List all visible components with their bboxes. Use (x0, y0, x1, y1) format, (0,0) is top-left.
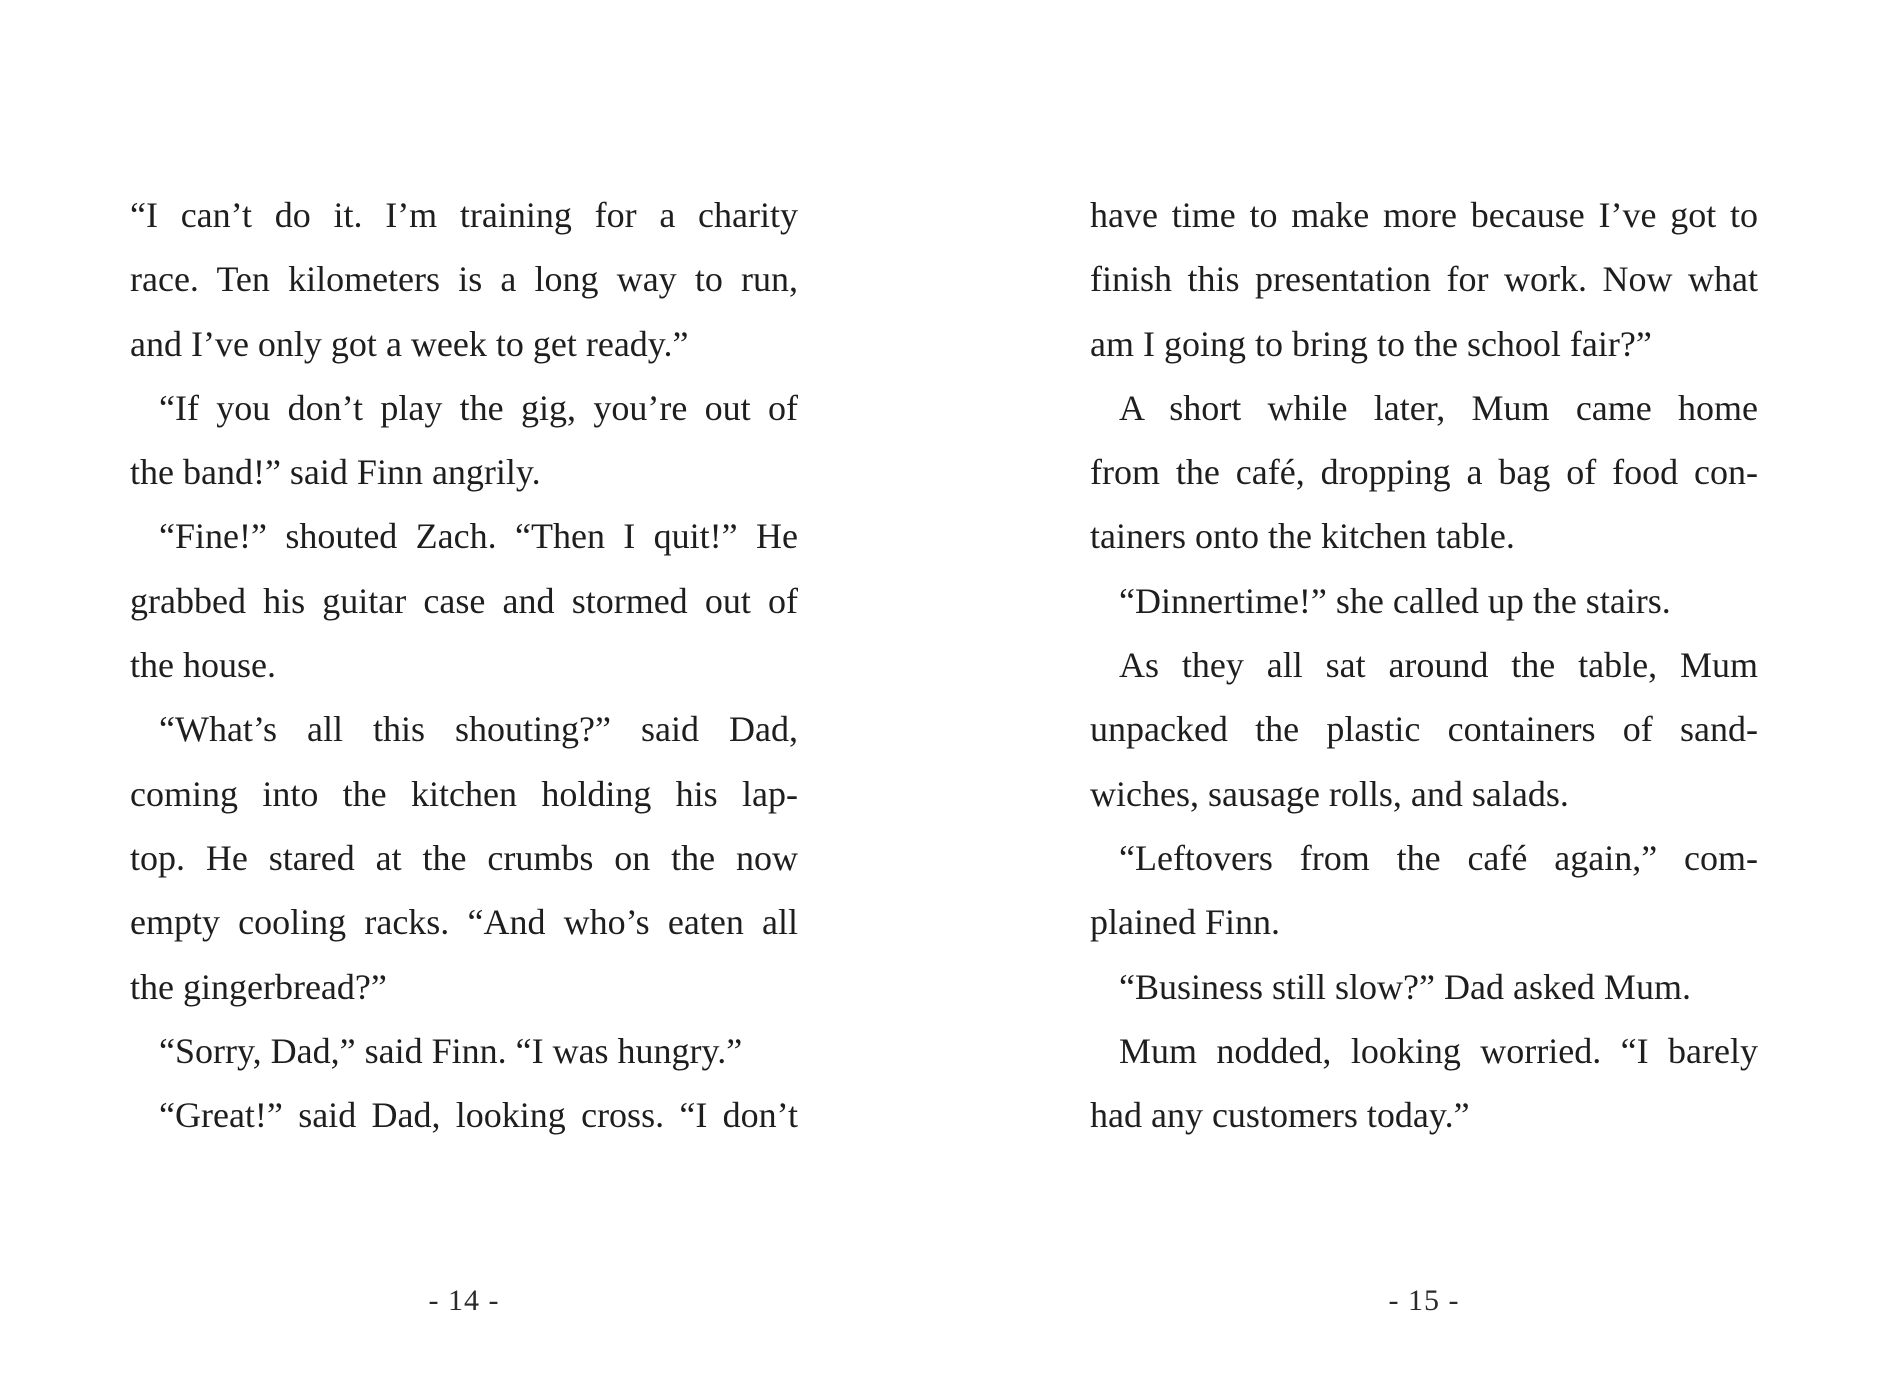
text-line: the house. (130, 645, 276, 686)
text-line: coming into the kitchen holding his lap- (130, 773, 798, 814)
text-line: grabbed his guitar case and stormed out of (130, 580, 798, 621)
text-line: As they all sat around the table, Mum (1119, 645, 1758, 686)
text-line: “Business still slow?” Dad asked Mum. (1119, 966, 1691, 1007)
right-page-number: - 15 - (1388, 1284, 1460, 1317)
text-line: the gingerbread?” (130, 966, 387, 1007)
text-line: race. Ten kilometers is a long way to run, (130, 259, 798, 300)
left-page-number: - 14 - (428, 1284, 500, 1317)
left-page (130, 0, 798, 1396)
text-line: finish this presentation for work. Now what (1090, 259, 1758, 300)
text-line: “Leftovers from the café again,” com- (1119, 837, 1758, 878)
text-line: “Fine!” shouted Zach. “Then I quit!” He (159, 516, 798, 557)
text-line: had any customers today.” (1090, 1095, 1470, 1136)
text-line: have time to make more because I’ve got to (1090, 195, 1758, 235)
text-line: Mum nodded, looking worried. “I barely (1119, 1030, 1758, 1071)
text-line: plained Finn. (1090, 902, 1280, 943)
text-line: am I going to bring to the school fair?” (1090, 323, 1652, 364)
right-page-text (1090, 183, 1758, 1147)
right-page (1090, 0, 1758, 1396)
text-line: top. He stared at the crumbs on the now (130, 837, 798, 878)
text-line: wiches, sausage rolls, and salads. (1090, 773, 1569, 814)
text-line: from the café, dropping a bag of food con- (1090, 452, 1758, 493)
text-line: “If you don’t play the gig, you’re out of (159, 387, 798, 428)
text-line: and I’ve only got a week to get ready.” (130, 323, 689, 364)
text-line: the band!” said Finn angrily. (130, 452, 541, 493)
text-line: “Great!” said Dad, looking cross. “I don’t (159, 1095, 798, 1136)
text-line: “I can’t do it. I’m training for a charity (130, 195, 798, 235)
text-line: tainers onto the kitchen table. (1090, 516, 1515, 557)
text-line: unpacked the plastic containers of sand- (1090, 709, 1758, 750)
text-line: “Sorry, Dad,” said Finn. “I was hungry.” (159, 1030, 743, 1071)
text-line: empty cooling racks. “And who’s eaten all (130, 902, 798, 943)
text-line: “What’s all this shouting?” said Dad, (159, 709, 798, 750)
text-line: A short while later, Mum came home (1119, 387, 1758, 428)
text-line: “Dinnertime!” she called up the stairs. (1119, 580, 1671, 621)
left-page-text (130, 183, 798, 1147)
